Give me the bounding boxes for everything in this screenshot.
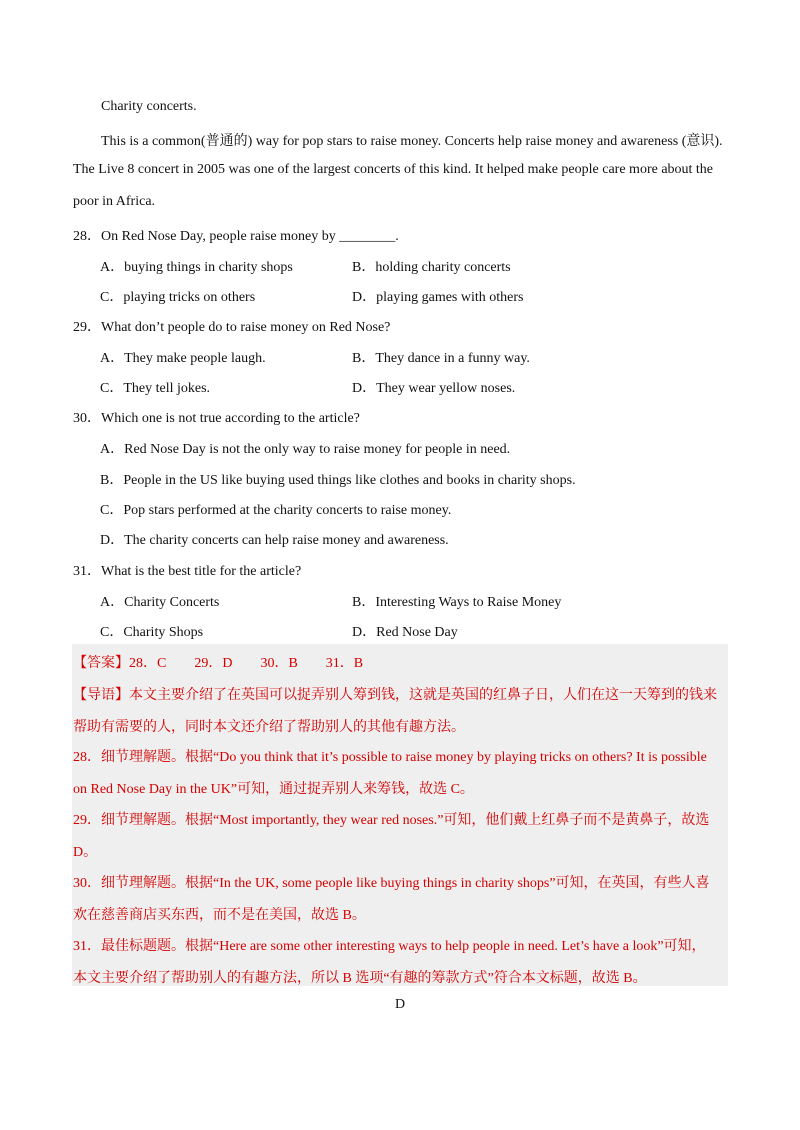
question-28-option-a: A．buying things in charity shops (100, 260, 293, 275)
guide-line (73, 684, 717, 704)
explanation-30: 30．细节理解题。根据“In the UK, some people like buying things in charity shops”可知，在英国，有些人喜 (73, 876, 710, 891)
guide-text: 本文主要介绍了在英国可以捉弄别人筹到钱，这就是英国的红鼻子日，人们在这一天筹到的钱来 (129, 688, 717, 703)
explanation-29-continued: D。 (73, 845, 98, 860)
question-28-option-d: D．playing games with others (352, 290, 524, 305)
question-31-option-d: D．Red Nose Day (352, 625, 458, 640)
explanation-31: 31．最佳标题题。根据“Here are some other interesting ways to help people in need. Let’s have a look”可知， (73, 939, 706, 954)
question-28-stem: 28．On Red Nose Day, people raise money by ________. (73, 229, 399, 244)
passage-heading: Charity concerts. (101, 99, 197, 114)
passage-paragraph-line: The Live 8 concert in 2005 was one of the largest concerts of this kind. It helped make people care more about the (73, 162, 714, 177)
answer-line (73, 652, 363, 672)
question-29-option-c: C．They tell jokes. (100, 381, 211, 396)
question-30-option-a: A．Red Nose Day is not the only way to raise money for people in need. (100, 442, 511, 457)
answer-values: 28．C 29．D 30．B 31．B (129, 656, 364, 671)
question-31-option-c: C．Charity Shops (100, 625, 204, 640)
explanation-29: 29．细节理解题。根据“Most importantly, they wear red noses.”可知，他们戴上红鼻子而不是黄鼻子，故选 (73, 813, 710, 828)
section-letter: D (394, 997, 406, 1012)
question-29-option-d: D．They wear yellow noses. (352, 381, 516, 396)
question-28-option-c: C．playing tricks on others (100, 290, 256, 305)
question-29-option-b: B．They dance in a funny way. (352, 351, 530, 366)
passage-paragraph-line: This is a common(普通的) way for pop stars to raise money. Concerts help raise money and awareness (意识). (101, 134, 723, 149)
question-30-stem: 30．Which one is not true according to the article? (73, 411, 360, 426)
question-31-stem: 31．What is the best title for the article? (73, 564, 302, 579)
guide-text-continued: 帮助有需要的人，同时本文还介绍了帮助别人的其他有趣方法。 (73, 720, 465, 735)
question-31-option-b: B．Interesting Ways to Raise Money (352, 595, 562, 610)
explanation-30-continued: 欢在慈善商店买东西，而不是在美国，故选 B。 (73, 908, 366, 923)
question-31-option-a: A．Charity Concerts (100, 595, 220, 610)
question-29-option-a: A．They make people laugh. (100, 351, 266, 366)
explanation-28-continued: on Red Nose Day in the UK”可知，通过捉弄别人来筹钱，故选 C。 (73, 782, 474, 797)
question-29-stem: 29．What don’t people do to raise money on Red Nose? (73, 320, 391, 335)
question-30-option-c: C．Pop stars performed at the charity concerts to raise money. (100, 503, 452, 518)
passage-paragraph-line: poor in Africa. (73, 194, 156, 209)
question-28-option-b: B．holding charity concerts (352, 260, 511, 275)
answer-label: 【答案】 (73, 656, 129, 671)
question-30-option-d: D．The charity concerts can help raise money and awareness. (100, 533, 449, 548)
question-30-option-b: B．People in the US like buying used things like clothes and books in charity shops. (100, 473, 576, 488)
explanation-28: 28．细节理解题。根据“Do you think that it’s possible to raise money by playing tricks on others? It is possible (73, 750, 707, 765)
explanation-31-continued: 本文主要介绍了帮助别人的有趣方法，所以 B 选项“有趣的筹款方式”符合本文标题，故选 B。 (73, 971, 647, 986)
guide-label: 【导语】 (73, 688, 129, 703)
